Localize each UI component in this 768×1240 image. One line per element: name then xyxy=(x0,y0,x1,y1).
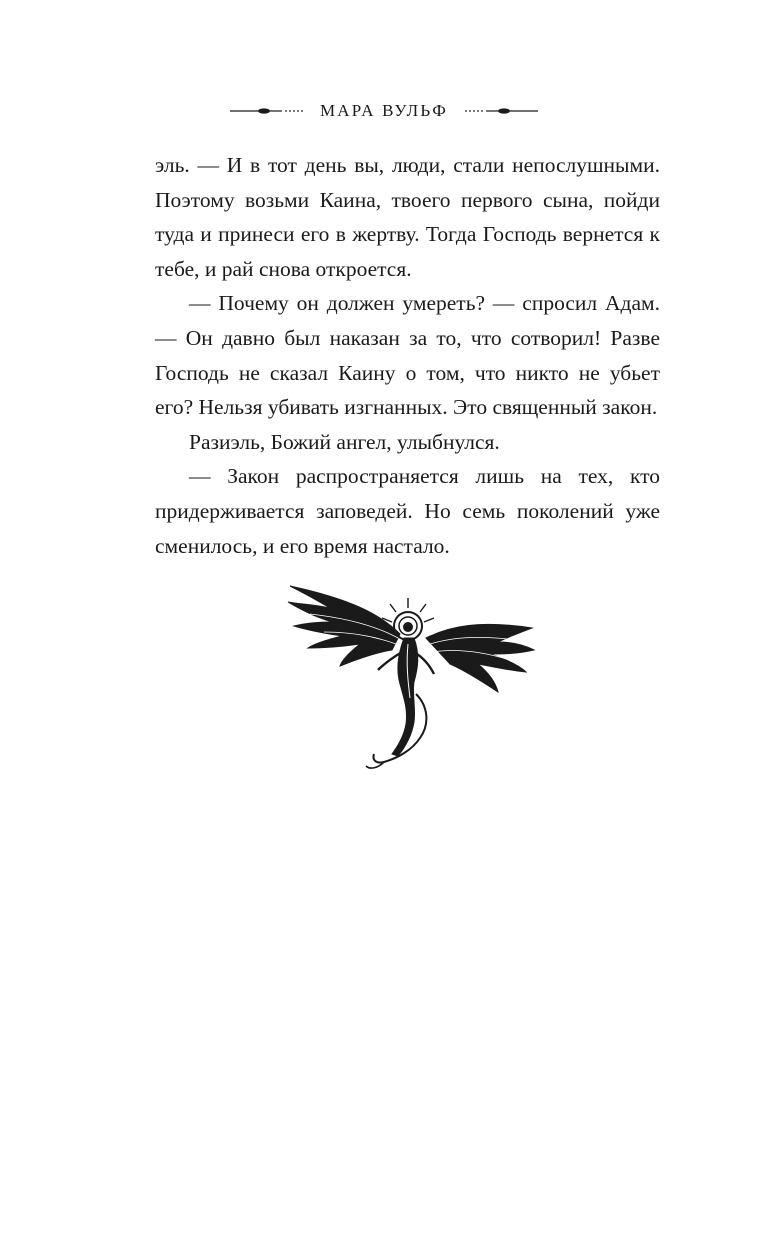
paragraph-2: — Почему он должен умереть? — спросил Адам. — Он давно был наказан за то, что сотворил! Разве Господь не сказал Каину о том, что никто не убьет его? Нельзя убивать изгнанных. Это священный закон. xyxy=(155,291,660,420)
paragraph-4: — Закон распространяется лишь на тех, кто придерживается заповедей. Но семь поколений уже сменилось, и его время настало. xyxy=(155,464,660,558)
winged-angel-icon xyxy=(280,574,540,774)
body-text xyxy=(155,148,660,563)
paragraph-1: эль. — И в тот день вы, люди, стали непослушными. Поэтому возьми Каина, твоего первого сына, пойди туда и принеси его в жертву. Тогда Господь вернется к тебе, и рай снова откроется. xyxy=(155,153,660,281)
running-header xyxy=(0,96,768,126)
right-ornament-icon xyxy=(462,105,540,117)
left-ornament-icon xyxy=(228,105,306,117)
book-author-header: МАРА ВУЛЬФ xyxy=(319,101,448,120)
paragraph-3: Разиэль, Божий ангел, улыбнулся. xyxy=(189,429,500,454)
